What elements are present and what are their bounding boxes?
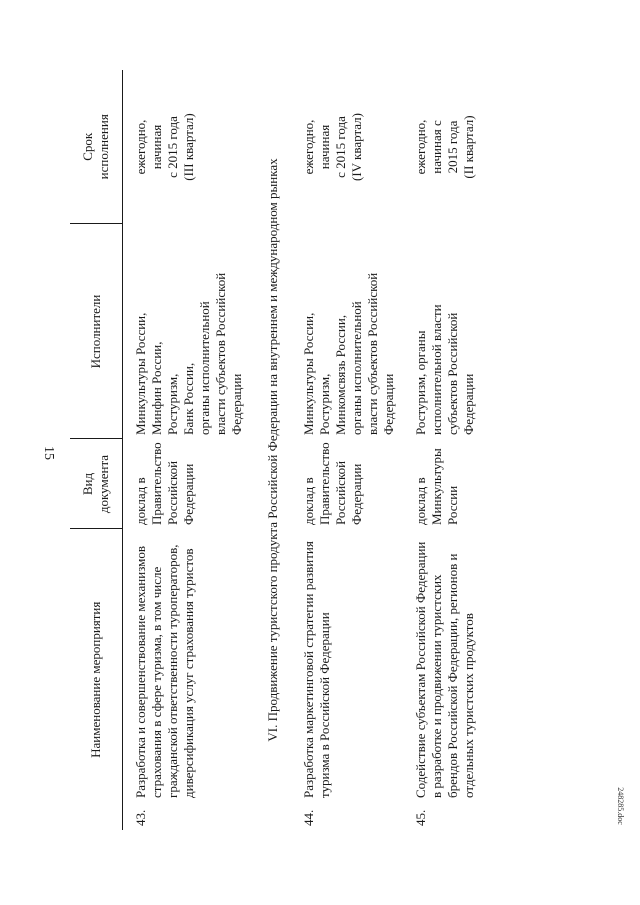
executors: Ростуризм, органы исполнительной власти субъектов Российской Федерации [413,304,476,435]
header-kind: Вид документа [70,439,123,529]
table-row [291,70,403,830]
page-number: 15 [41,446,56,460]
header-executors: Исполнители [70,224,123,439]
deadline: ежегодно, начиная с 2015 года (III квартал) [133,113,196,181]
measure-name: Разработка и совершенствование механизмов страхования в сфере туризма, в том числе гражданской ответственности туроператоров, диверсификация услуг страхования туристов [133,544,196,798]
table-header [70,70,123,830]
row-number: 43. [133,809,148,826]
deadline: ежегодно, начиная с 2015 года (II квартал) [413,115,476,179]
table-row [123,70,252,830]
document-kind: доклад в Минкультуры России [413,448,460,525]
document-filename: 248285.doc [616,787,625,825]
document-table-rotated [70,70,620,830]
row-number: 44. [301,809,316,826]
row-number: 45. [413,809,428,826]
header-name: Наименование мероприятия [70,529,123,830]
executors: Минкультуры России, Ростуризм, Минкомсвязь России, органы исполнительной власти субъектов Российской Федерации [301,272,396,435]
executors: Минкультуры России, Минфин России, Ростуризм, Банк России, органы исполнительной власти субъектов Российской Федерации [133,272,244,435]
document-kind: доклад в Правительство Российской Федерации [301,442,364,525]
measures-table [70,70,483,830]
document-kind: доклад в Правительство Российской Федерации [133,442,196,525]
table-row [403,70,483,830]
measure-name: Разработка маркетинговой стратегии развития туризма в Российской Федерации [301,541,332,798]
section-title: VI. Продвижение туристского продукта Российской Федерации на внутреннем и международном рынках [265,158,280,742]
header-term: Срок исполнения [80,114,111,180]
measure-name: Содействие субъектам Российской Федерации в разработке и продвижении туристских брендов Российской Федерации, регионов и отдельных туристских продуктов [413,541,476,798]
deadline: ежегодно, начиная с 2015 года (IV квартал) [301,113,364,181]
section-heading-row [251,70,291,830]
